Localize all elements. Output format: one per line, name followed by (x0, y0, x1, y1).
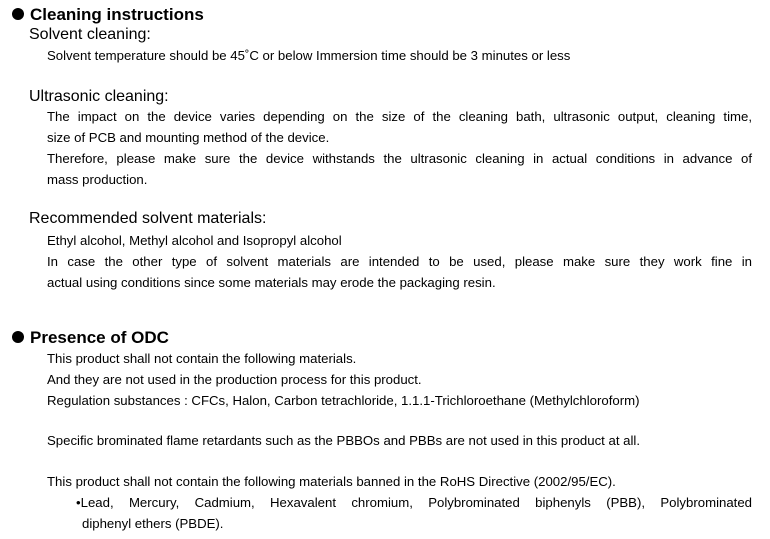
presence-of-odc-title: Presence of ODC (30, 328, 169, 347)
odc-text-line: Specific brominated flame retardants such as the PBBOs and PBBs are not used in this product at all. (47, 433, 641, 448)
ultrasonic-text-line: The impact on the device varies depending on the size of the cleaning bath, ultrasonic output, cleaning time, (47, 109, 752, 124)
rohs-list-item: •Lead, Mercury, Cadmium, Hexavalent chromium, Polybrominated biphenyls (PBB), Polybrominated (76, 495, 752, 510)
rohs-list-item-continuation: diphenyl ethers (PBDE). (82, 516, 224, 531)
solvent-cleaning-text: Solvent temperature should be 45˚C or below Immersion time should be 3 minutes or less (47, 48, 571, 63)
odc-text-line: This product shall not contain the following materials banned in the RoHS Directive (2002/95/EC). (47, 474, 616, 489)
solvent-cleaning-title: Solvent cleaning: (29, 26, 151, 43)
bullet-icon (12, 331, 24, 343)
ultrasonic-text-line: size of PCB and mounting method of the device. (47, 130, 330, 145)
odc-text-line: Regulation substances : CFCs, Halon, Carbon tetrachloride, 1.1.1-Trichloroethane (Methylchloroform) (47, 393, 640, 408)
recommended-text-line: actual using conditions since some materials may erode the packaging resin. (47, 275, 496, 290)
bullet-icon (12, 8, 24, 20)
odc-text-line: This product shall not contain the following materials. (47, 351, 357, 366)
ultrasonic-text-line: mass production. (47, 172, 148, 187)
ultrasonic-text-line: Therefore, please make sure the device withstands the ultrasonic cleaning in actual conditions in advance of (47, 151, 752, 166)
cleaning-instructions-heading (12, 6, 204, 23)
odc-text-line: And they are not used in the production process for this product. (47, 372, 422, 387)
recommended-solvent-title: Recommended solvent materials: (29, 210, 267, 227)
cleaning-instructions-title: Cleaning instructions (30, 5, 204, 24)
recommended-text-line: In case the other type of solvent materials are intended to be used, please make sure they work fine in (47, 254, 752, 269)
presence-of-odc-heading (12, 329, 169, 346)
ultrasonic-cleaning-title: Ultrasonic cleaning: (29, 88, 169, 105)
recommended-text-line: Ethyl alcohol, Methyl alcohol and Isopropyl alcohol (47, 233, 342, 248)
